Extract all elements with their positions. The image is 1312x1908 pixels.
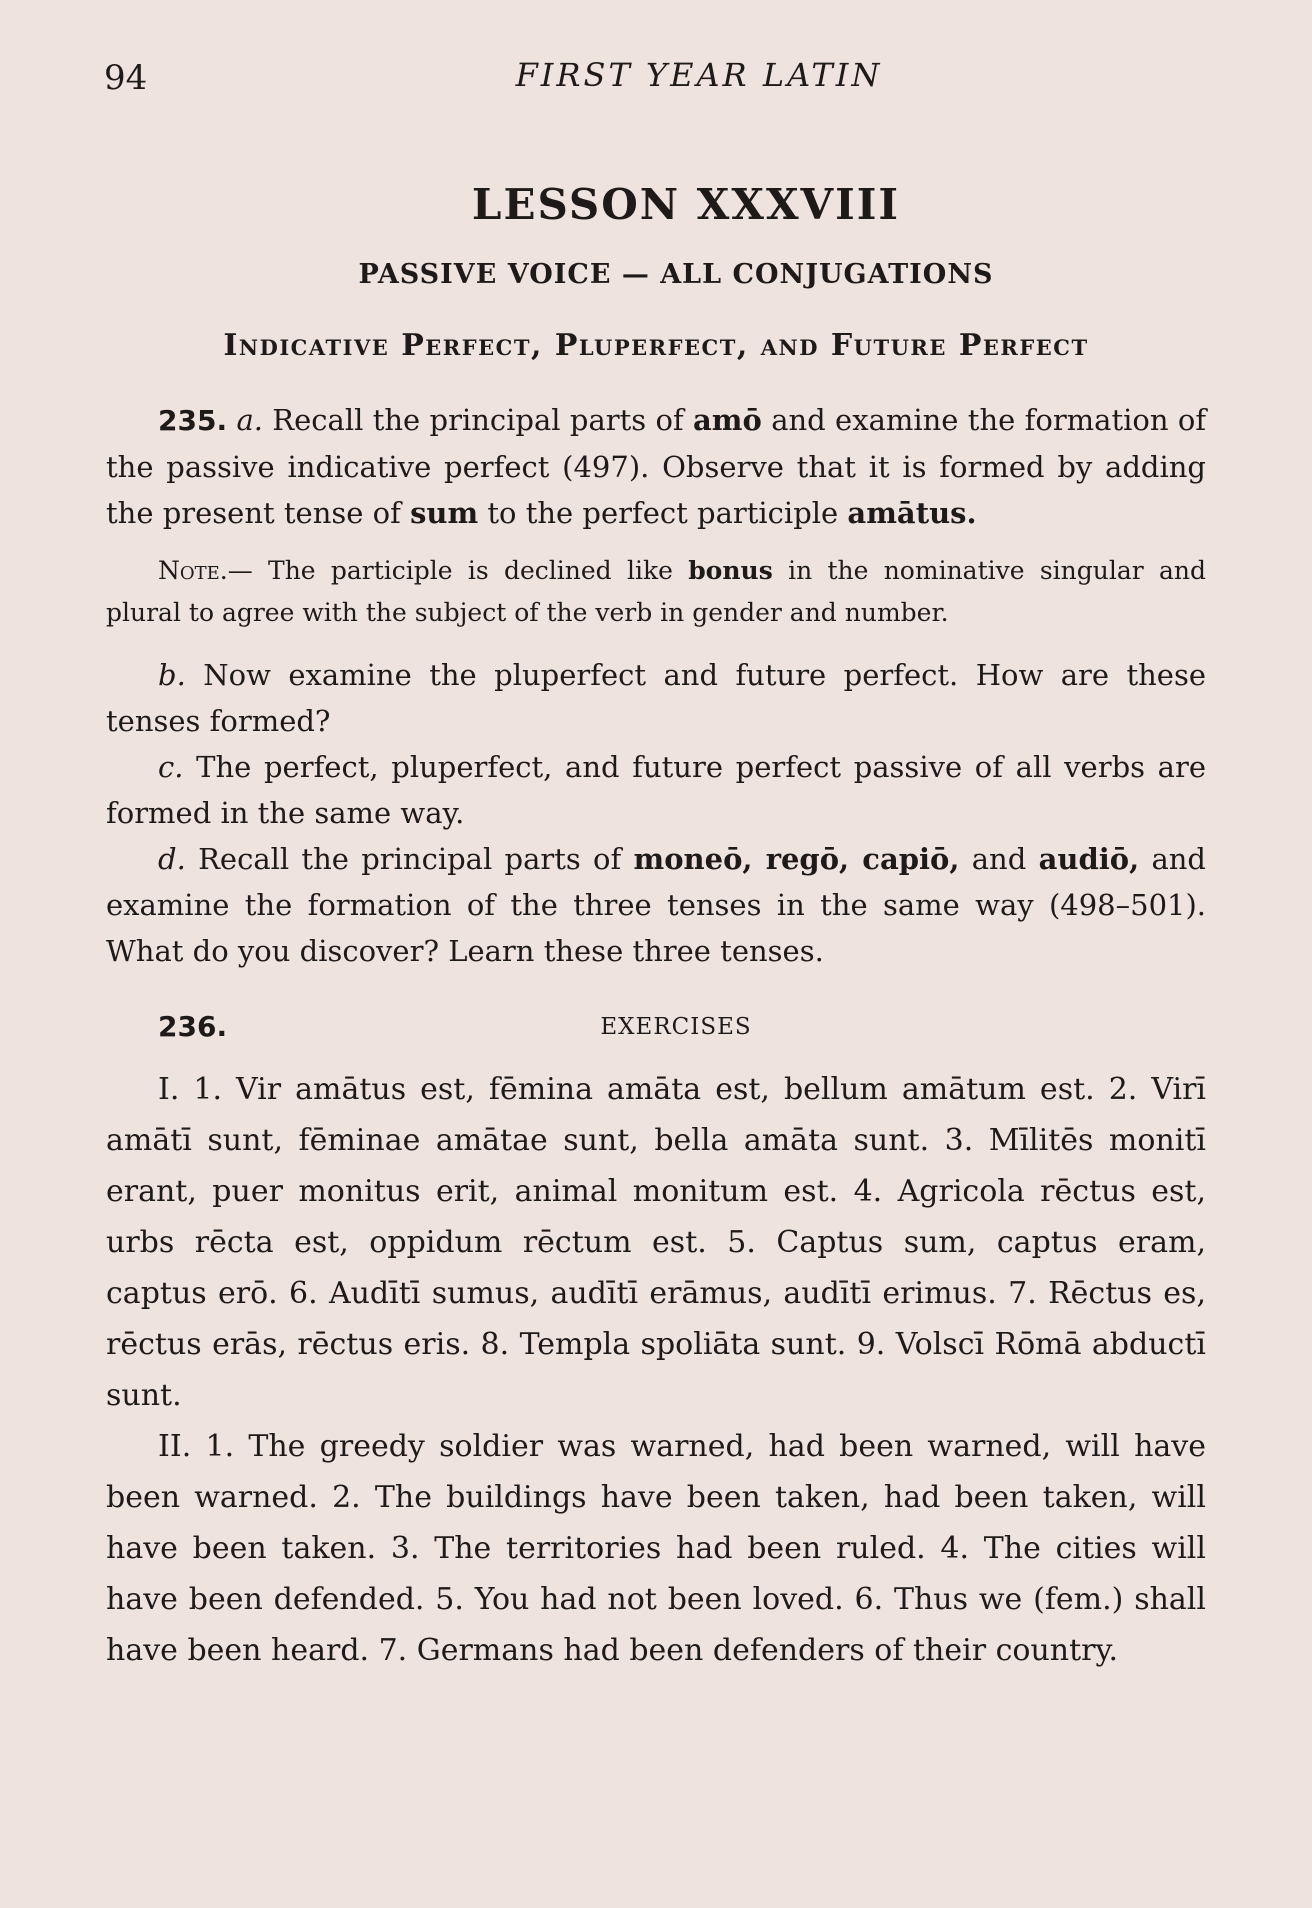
section-number-235: 235.	[158, 404, 228, 437]
note-paragraph	[106, 550, 1206, 634]
note-text-2: in the nominative singular and plural to agree with the subject of the verb in gender and number.	[106, 556, 1207, 627]
tenses-heading: Indicative Perfect, Pluperfect, and Future Perfect	[223, 328, 1089, 363]
latin-word-bonus: bonus	[688, 556, 773, 585]
latin-word-amo: amō	[693, 403, 762, 437]
exercises-heading	[106, 1010, 1206, 1056]
text-235d-and: and	[971, 842, 1027, 876]
paragraph-235a	[106, 397, 1206, 536]
paragraph-235c	[106, 744, 1206, 836]
item-label-c: c.	[158, 750, 184, 784]
paragraph-235b	[106, 652, 1206, 744]
text-235a-2: and examine the formation of the passive indicative perfect (497). Observe that it is formed by adding the present tense of	[106, 403, 1207, 530]
item-label-a: a.	[236, 403, 263, 437]
item-label-b: b.	[158, 658, 186, 692]
paragraph-235d	[106, 836, 1206, 974]
section-number-236: 236.	[158, 1010, 228, 1043]
exercise-part-one: I. 1. Vir amātus est, fēmina amāta est, bellum amātum est. 2. Virī amātī sunt, fēminae amātae sunt, bella amāta sunt. 3. Mīlitēs monitī erant, puer monitus erit, animal monitum est. 4. Agricola rēctus est, urbs rēcta est, oppidum rēctum est. 5. Captus sum, captus eram, captus erō. 6. Audītī sumus, audītī erāmus, audītī erimus. 7. Rēctus es, rēctus erās, rēctus eris. 8. Templa spoliāta sunt. 9. Volscī Rōmā abductī sunt.	[106, 1072, 1206, 1413]
latin-words-moneo-rego-capio: moneō, regō, capiō,	[633, 842, 960, 876]
text-235d-2: and examine the formation of the three tenses in the same way (498–501). What do you discover? Learn these three tenses.	[106, 842, 1206, 968]
item-label-d: d.	[158, 842, 186, 876]
latin-word-sum: sum	[410, 496, 479, 530]
text-235a-1: Recall the principal parts of	[272, 403, 684, 437]
running-head	[104, 52, 1204, 102]
latin-word-amatus: amātus.	[847, 496, 977, 530]
page-number: 94	[104, 58, 148, 98]
text-235d-1: Recall the principal parts of	[198, 842, 622, 876]
exercises-title: EXERCISES	[600, 1014, 752, 1040]
text-235c: The perfect, pluperfect, and future perfect passive of all verbs are formed in the same way.	[106, 750, 1206, 830]
note-label: Note.	[158, 556, 228, 585]
running-title: FIRST YEAR LATIN	[515, 56, 883, 94]
latin-word-audio: audiō,	[1038, 842, 1140, 876]
exercise-part-two: II. 1. The greedy soldier was warned, had been warned, will have been warned. 2. The buildings have been taken, had been taken, will have been taken. 3. The territories had been ruled. 4. The cities will have been defended. 5. You had not been loved. 6. Thus we (fem.) shall have been heard. 7. Germans had been defenders of their country.	[106, 1429, 1206, 1668]
lesson-heading: LESSON XXXVIII	[471, 180, 901, 229]
text-235b: Now examine the pluperfect and future perfect. How are these tenses formed?	[106, 658, 1206, 738]
lesson-subtitle: PASSIVE VOICE — ALL CONJUGATIONS	[358, 259, 994, 290]
note-text-1: — The participle is declined like	[227, 556, 673, 585]
text-235a-3: to the perfect participle	[487, 496, 839, 530]
page-content	[106, 180, 1206, 1676]
